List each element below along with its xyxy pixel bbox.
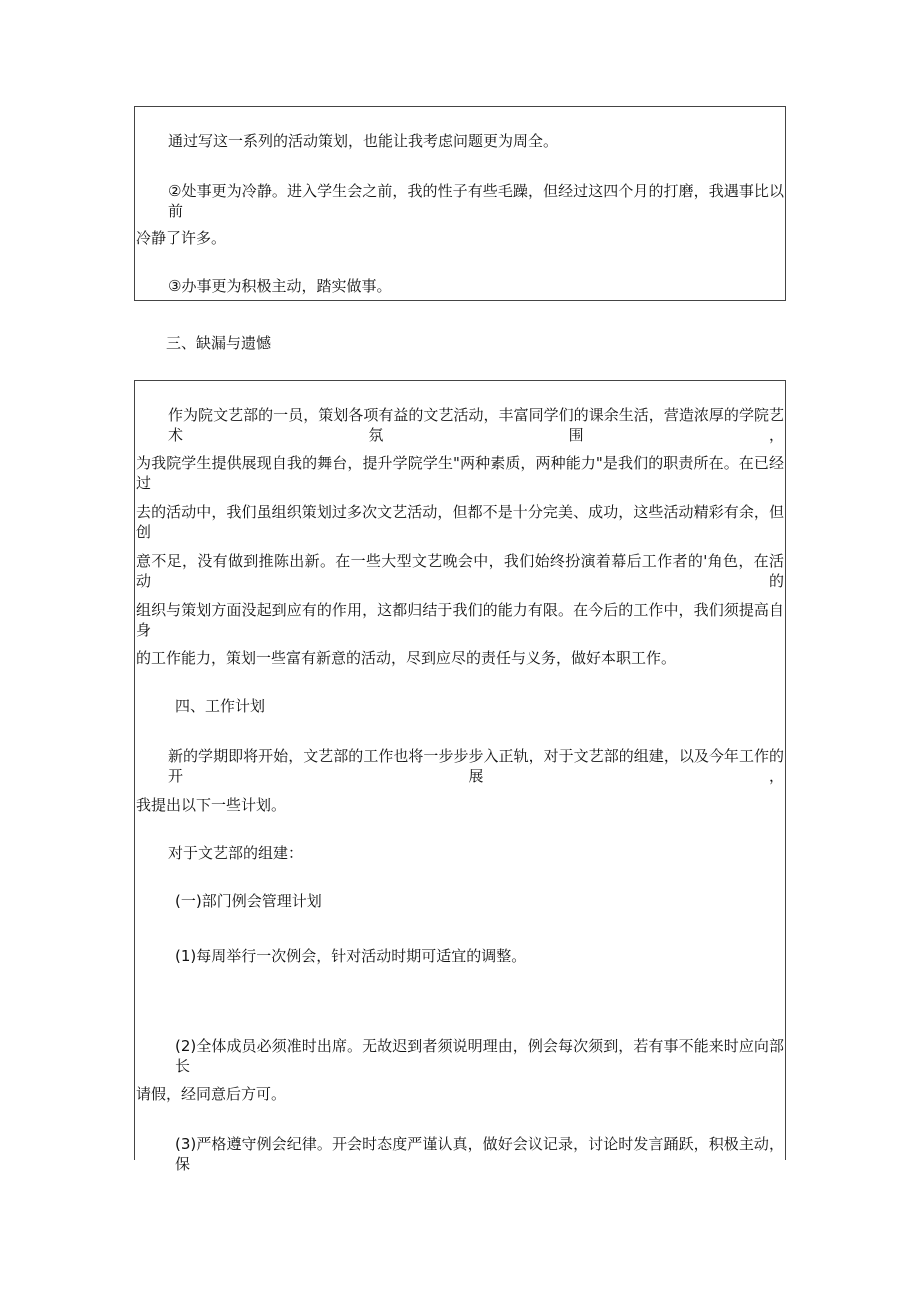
body-line-9: 对于文艺部的组建： <box>168 844 304 862</box>
body-line-7: 新的学期即将开始，文艺部的工作也将一步步步入正轨，对于文艺部的组建，以及今年工作的开展， <box>168 747 784 785</box>
rule-item-2: (2)全体成员必须准时出席。无故迟到者须说明理由，例会每次须到，若有事不能来时应向部长 <box>175 1037 784 1075</box>
subheading-meeting-plan: (一)部门例会管理计划 <box>175 892 322 910</box>
body-line-5: 组织与策划方面没起到应有的作用，这都归结于我们的能力有限。在今后的工作中，我们须提高自身 <box>136 601 784 639</box>
rule-item-3: (3)严格遵守例会纪律。开会时态度严谨认真，做好会议记录，讨论时发言踊跃，积极主动，保 <box>175 1135 784 1173</box>
body-line-6: 的工作能力，策划一些富有新意的活动，尽到应尽的责任与义务，做好本职工作。 <box>136 649 677 667</box>
top-paragraph-line-1: 通过写这一系列的活动策划，也能让我考虑问题更为周全。 <box>168 132 559 150</box>
body-line-1: 作为院文艺部的一员，策划各项有益的文艺活动，丰富同学们的课余生活，营造浓厚的学院艺术氛围， <box>168 406 784 444</box>
body-line-3: 去的活动中，我们虽组织策划过多次文艺活动，但都不是十分完美、成功，这些活动精彩有余，但创 <box>136 503 784 541</box>
top-paragraph-line-3: 冷静了许多。 <box>136 229 227 247</box>
section-heading-3: 三、缺漏与遗憾 <box>166 334 272 352</box>
body-line-4: 意不足，没有做到推陈出新。在一些大型文艺晚会中，我们始终扮演着幕后工作者的'角色，在活动的 <box>136 552 784 590</box>
rule-item-1: (1)每周举行一次例会，针对活动时期可适宜的调整。 <box>175 947 527 965</box>
body-line-2: 为我院学生提供展现自我的舞台，提升学院学生"两种素质，两种能力"是我们的职责所在。在已经过 <box>136 454 784 492</box>
rule-item-2-cont: 请假，经同意后方可。 <box>136 1085 287 1103</box>
top-paragraph-line-2: ②处事更为冷静。进入学生会之前，我的性子有些毛躁，但经过这四个月的打磨，我遇事比以前 <box>168 182 784 220</box>
body-line-8: 我提出以下一些计划。 <box>136 796 287 814</box>
top-paragraph-line-4: ③办事更为积极主动，踏实做事。 <box>168 277 392 295</box>
section-heading-4: 四、工作计划 <box>175 697 266 715</box>
